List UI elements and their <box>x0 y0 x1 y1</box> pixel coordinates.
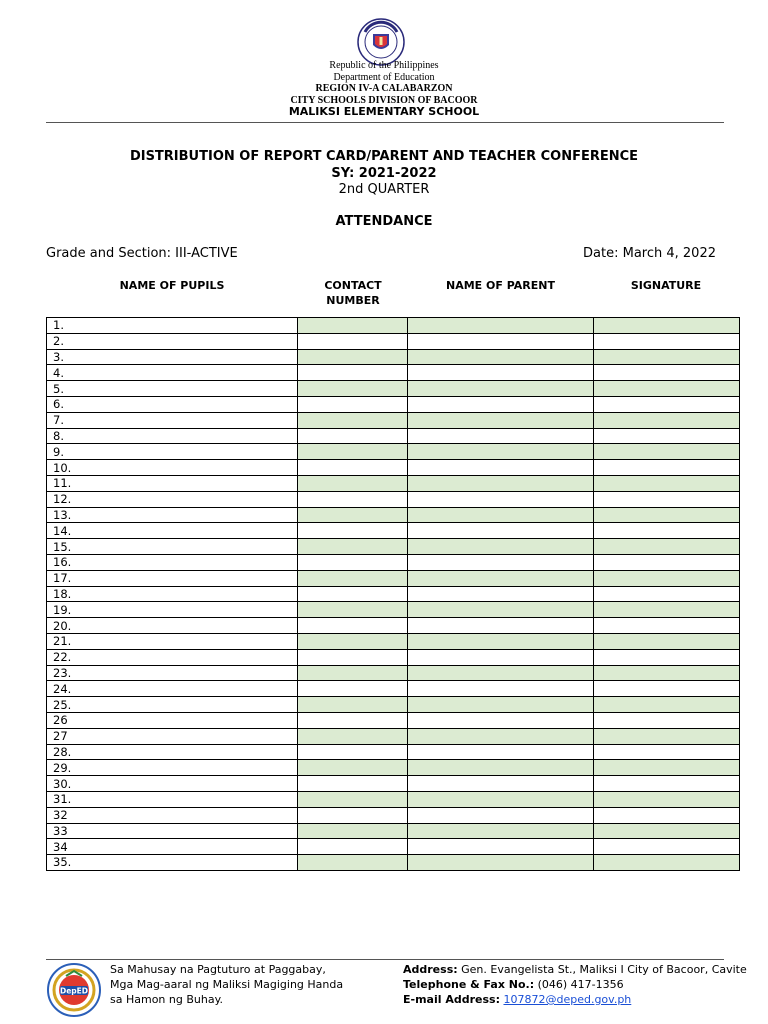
column-header-parent: NAME OF PARENT <box>446 279 555 292</box>
pupil-name-cell: 10. <box>47 460 298 476</box>
signature-cell[interactable] <box>594 760 740 776</box>
table-row <box>47 523 740 539</box>
date: Date: March 4, 2022 <box>583 246 716 261</box>
pupil-name-cell: 16. <box>47 554 298 570</box>
contact-number-cell[interactable] <box>298 776 408 792</box>
signature-cell[interactable] <box>594 633 740 649</box>
column-header-contact <box>298 278 408 308</box>
contact-number-cell[interactable] <box>298 618 408 634</box>
table-row <box>47 491 740 507</box>
table-row <box>47 697 740 713</box>
table-row <box>47 618 740 634</box>
table-row <box>47 507 740 523</box>
table-row <box>47 570 740 586</box>
header-school: MALIKSI ELEMENTARY SCHOOL <box>288 105 480 118</box>
parent-name-cell[interactable] <box>408 823 594 839</box>
signature-cell[interactable] <box>594 681 740 697</box>
table-row <box>47 602 740 618</box>
column-header-contact-line1: CONTACT <box>324 279 382 292</box>
pupil-name-cell: 11. <box>47 475 298 491</box>
column-header-signature: SIGNATURE <box>630 279 702 292</box>
parent-name-cell[interactable] <box>408 602 594 618</box>
pupil-name-cell: 29. <box>47 760 298 776</box>
pupil-name-cell: 33 <box>47 823 298 839</box>
pupil-name-cell: 28. <box>47 744 298 760</box>
pupil-name-cell: 31. <box>47 791 298 807</box>
pupil-name-cell: 6. <box>47 396 298 412</box>
pupil-name-cell: 4. <box>47 365 298 381</box>
header-division: CITY SCHOOLS DIVISION OF BACOOR <box>290 95 478 106</box>
parent-name-cell[interactable] <box>408 712 594 728</box>
parent-name-cell[interactable] <box>408 333 594 349</box>
pupil-name-cell: 35. <box>47 855 298 871</box>
signature-cell[interactable] <box>594 428 740 444</box>
contact-number-cell[interactable] <box>298 855 408 871</box>
signature-cell[interactable] <box>594 539 740 555</box>
pupil-name-cell: 26 <box>47 712 298 728</box>
email-link[interactable]: 107872@deped.gov.ph <box>503 993 632 1006</box>
signature-cell[interactable] <box>594 665 740 681</box>
motto-line-3: sa Hamon ng Buhay. <box>110 993 224 1006</box>
pupil-name-cell: 32 <box>47 807 298 823</box>
attendance-table <box>46 317 740 871</box>
parent-name-cell[interactable] <box>408 791 594 807</box>
signature-cell[interactable] <box>594 839 740 855</box>
footer-divider <box>46 959 724 960</box>
signature-cell[interactable] <box>594 744 740 760</box>
table-row <box>47 412 740 428</box>
parent-name-cell[interactable] <box>408 744 594 760</box>
signature-cell[interactable] <box>594 586 740 602</box>
school-year: SY: 2021-2022 <box>331 166 437 181</box>
pupil-name-cell: 12. <box>47 491 298 507</box>
header-department: Department of Education <box>333 72 435 83</box>
pupil-name-cell: 15. <box>47 539 298 555</box>
contact-number-cell[interactable] <box>298 381 408 397</box>
parent-name-cell[interactable] <box>408 839 594 855</box>
table-row <box>47 665 740 681</box>
parent-name-cell[interactable] <box>408 349 594 365</box>
signature-cell[interactable] <box>594 618 740 634</box>
parent-name-cell[interactable] <box>408 633 594 649</box>
school-logo-icon <box>46 962 102 1018</box>
address-line <box>403 962 747 977</box>
contact-number-cell[interactable] <box>298 712 408 728</box>
contact-number-cell[interactable] <box>298 728 408 744</box>
signature-cell[interactable] <box>594 475 740 491</box>
table-row <box>47 539 740 555</box>
signature-cell[interactable] <box>594 602 740 618</box>
pupil-name-cell: 3. <box>47 349 298 365</box>
signature-cell[interactable] <box>594 697 740 713</box>
table-row <box>47 681 740 697</box>
attendance-heading: ATTENDANCE <box>335 214 433 229</box>
table-row <box>47 744 740 760</box>
contact-number-cell[interactable] <box>298 554 408 570</box>
contact-number-cell[interactable] <box>298 649 408 665</box>
signature-cell[interactable] <box>594 523 740 539</box>
contact-number-cell[interactable] <box>298 318 408 334</box>
table-row <box>47 649 740 665</box>
contact-number-cell[interactable] <box>298 744 408 760</box>
pupil-name-cell: 14. <box>47 523 298 539</box>
signature-cell[interactable] <box>594 823 740 839</box>
pupil-name-cell: 25. <box>47 697 298 713</box>
phone-line <box>403 977 747 992</box>
attendance-table-body <box>47 318 740 871</box>
signature-cell[interactable] <box>594 807 740 823</box>
motto-line-1: Sa Mahusay na Pagtuturo at Paggabay, <box>110 963 326 976</box>
parent-name-cell[interactable] <box>408 681 594 697</box>
table-row <box>47 855 740 871</box>
table-row <box>47 365 740 381</box>
contact-number-cell[interactable] <box>298 365 408 381</box>
pupil-name-cell: 34 <box>47 839 298 855</box>
school-motto <box>110 962 343 1007</box>
signature-cell[interactable] <box>594 570 740 586</box>
parent-name-cell[interactable] <box>408 491 594 507</box>
signature-cell[interactable] <box>594 396 740 412</box>
column-header-contact-line2: NUMBER <box>326 294 380 307</box>
table-row <box>47 428 740 444</box>
table-row <box>47 807 740 823</box>
email-line <box>403 992 747 1007</box>
parent-name-cell[interactable] <box>408 665 594 681</box>
pupil-name-cell: 22. <box>47 649 298 665</box>
parent-name-cell[interactable] <box>408 554 594 570</box>
parent-name-cell[interactable] <box>408 365 594 381</box>
contact-number-cell[interactable] <box>298 333 408 349</box>
contact-number-cell[interactable] <box>298 539 408 555</box>
contact-number-cell[interactable] <box>298 760 408 776</box>
signature-cell[interactable] <box>594 649 740 665</box>
pupil-name-cell: 2. <box>47 333 298 349</box>
table-row <box>47 728 740 744</box>
parent-name-cell[interactable] <box>408 697 594 713</box>
deped-seal-icon <box>357 18 405 66</box>
table-row <box>47 823 740 839</box>
signature-cell[interactable] <box>594 444 740 460</box>
phone-label: Telephone & Fax No.: <box>403 978 535 991</box>
contact-number-cell[interactable] <box>298 839 408 855</box>
table-row <box>47 586 740 602</box>
pupil-name-cell: 1. <box>47 318 298 334</box>
signature-cell[interactable] <box>594 318 740 334</box>
table-row <box>47 760 740 776</box>
signature-cell[interactable] <box>594 412 740 428</box>
contact-number-cell[interactable] <box>298 602 408 618</box>
parent-name-cell[interactable] <box>408 539 594 555</box>
signature-cell[interactable] <box>594 333 740 349</box>
parent-name-cell[interactable] <box>408 381 594 397</box>
table-row <box>47 839 740 855</box>
contact-number-cell[interactable] <box>298 412 408 428</box>
school-logo-text: DepED <box>59 986 89 996</box>
signature-cell[interactable] <box>594 381 740 397</box>
parent-name-cell[interactable] <box>408 396 594 412</box>
header-divider <box>46 122 724 123</box>
pupil-name-cell: 5. <box>47 381 298 397</box>
pupil-name-cell: 23. <box>47 665 298 681</box>
signature-cell[interactable] <box>594 728 740 744</box>
table-row <box>47 318 740 334</box>
table-row <box>47 712 740 728</box>
parent-name-cell[interactable] <box>408 728 594 744</box>
signature-cell[interactable] <box>594 365 740 381</box>
signature-cell[interactable] <box>594 855 740 871</box>
column-header-pupils: NAME OF PUPILS <box>119 279 225 292</box>
parent-name-cell[interactable] <box>408 570 594 586</box>
contact-number-cell[interactable] <box>298 791 408 807</box>
contact-number-cell[interactable] <box>298 681 408 697</box>
parent-name-cell[interactable] <box>408 460 594 476</box>
parent-name-cell[interactable] <box>408 507 594 523</box>
signature-cell[interactable] <box>594 507 740 523</box>
contact-number-cell[interactable] <box>298 396 408 412</box>
contact-number-cell[interactable] <box>298 807 408 823</box>
header-region: REGION IV-A CALABARZON <box>315 83 453 94</box>
contact-number-cell[interactable] <box>298 428 408 444</box>
contact-number-cell[interactable] <box>298 475 408 491</box>
pupil-name-cell: 27 <box>47 728 298 744</box>
contact-number-cell[interactable] <box>298 697 408 713</box>
table-row <box>47 475 740 491</box>
signature-cell[interactable] <box>594 712 740 728</box>
contact-number-cell[interactable] <box>298 523 408 539</box>
address-value: Gen. Evangelista St., Maliksi I City of Bacoor, Cavite <box>457 963 747 976</box>
phone-value: (046) 417-1356 <box>534 978 624 991</box>
contact-number-cell[interactable] <box>298 665 408 681</box>
contact-number-cell[interactable] <box>298 823 408 839</box>
parent-name-cell[interactable] <box>408 318 594 334</box>
contact-number-cell[interactable] <box>298 349 408 365</box>
pupil-name-cell: 20. <box>47 618 298 634</box>
signature-cell[interactable] <box>594 491 740 507</box>
pupil-name-cell: 13. <box>47 507 298 523</box>
contact-number-cell[interactable] <box>298 444 408 460</box>
motto-line-2: Mga Mag-aaral ng Maliksi Magiging Handa <box>110 978 344 991</box>
table-row <box>47 776 740 792</box>
table-row <box>47 349 740 365</box>
parent-name-cell[interactable] <box>408 412 594 428</box>
parent-name-cell[interactable] <box>408 475 594 491</box>
email-label: E-mail Address: <box>403 993 500 1006</box>
pupil-name-cell: 7. <box>47 412 298 428</box>
table-row <box>47 333 740 349</box>
contact-number-cell[interactable] <box>298 586 408 602</box>
parent-name-cell[interactable] <box>408 444 594 460</box>
pupil-name-cell: 19. <box>47 602 298 618</box>
signature-cell[interactable] <box>594 349 740 365</box>
address-label: Address: <box>403 963 458 976</box>
table-row <box>47 554 740 570</box>
pupil-name-cell: 30. <box>47 776 298 792</box>
pupil-name-cell: 24. <box>47 681 298 697</box>
signature-cell[interactable] <box>594 554 740 570</box>
pupil-name-cell: 9. <box>47 444 298 460</box>
parent-name-cell[interactable] <box>408 649 594 665</box>
contact-number-cell[interactable] <box>298 460 408 476</box>
contact-number-cell[interactable] <box>298 491 408 507</box>
signature-cell[interactable] <box>594 460 740 476</box>
pupil-name-cell: 17. <box>47 570 298 586</box>
header-republic: Republic of the Philippines <box>329 60 439 71</box>
table-row <box>47 791 740 807</box>
pupil-name-cell: 18. <box>47 586 298 602</box>
signature-cell[interactable] <box>594 776 740 792</box>
table-row <box>47 444 740 460</box>
parent-name-cell[interactable] <box>408 776 594 792</box>
pupil-name-cell: 21. <box>47 633 298 649</box>
table-row <box>47 633 740 649</box>
parent-name-cell[interactable] <box>408 523 594 539</box>
quarter: 2nd QUARTER <box>338 182 430 197</box>
table-row <box>47 460 740 476</box>
contact-info <box>403 962 747 1007</box>
contact-number-cell[interactable] <box>298 633 408 649</box>
table-row <box>47 381 740 397</box>
parent-name-cell[interactable] <box>408 807 594 823</box>
signature-cell[interactable] <box>594 791 740 807</box>
table-row <box>47 396 740 412</box>
parent-name-cell[interactable] <box>408 855 594 871</box>
parent-name-cell[interactable] <box>408 586 594 602</box>
pupil-name-cell: 8. <box>47 428 298 444</box>
parent-name-cell[interactable] <box>408 760 594 776</box>
parent-name-cell[interactable] <box>408 618 594 634</box>
parent-name-cell[interactable] <box>408 428 594 444</box>
document-title: DISTRIBUTION OF REPORT CARD/PARENT AND TEACHER CONFERENCE <box>129 149 639 164</box>
contact-number-cell[interactable] <box>298 507 408 523</box>
contact-number-cell[interactable] <box>298 570 408 586</box>
grade-section: Grade and Section: III-ACTIVE <box>46 246 238 261</box>
